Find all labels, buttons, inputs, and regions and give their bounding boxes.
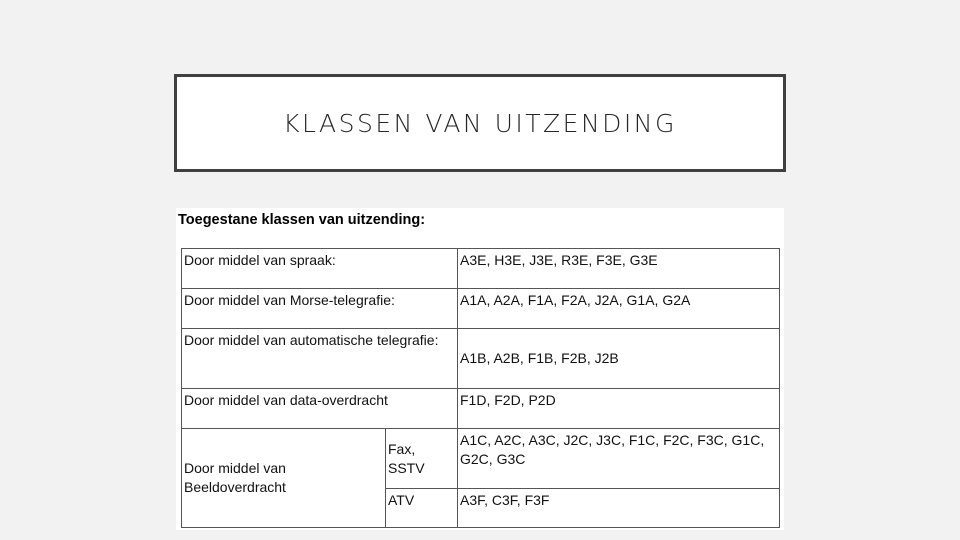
row-value: A1C, A2C, A3C, J2C, J3C, F1C, F2C, F3C, G1C, G2C, G3C — [458, 429, 780, 489]
row-value: F1D, F2D, P2D — [458, 389, 780, 429]
row-value: A1A, A2A, F1A, F2A, J2A, G1A, G2A — [458, 289, 780, 329]
emission-classes-table — [181, 248, 780, 528]
slide-title: KLASSEN VAN UITZENDING — [283, 108, 677, 138]
row-label: Door middel van Beeldoverdracht — [182, 429, 386, 528]
subrow-label: ATV — [386, 489, 458, 528]
row-value: A3E, H3E, J3E, R3E, F3E, G3E — [458, 249, 780, 289]
table-row — [182, 329, 780, 389]
table-row — [182, 389, 780, 429]
table-row — [182, 429, 780, 489]
row-label: Door middel van Morse-telegrafie: — [182, 289, 458, 329]
document-heading: Toegestane klassen van uitzending: — [178, 212, 426, 228]
row-label: Door middel van spraak: — [182, 249, 458, 289]
slide-title-box — [174, 74, 786, 172]
table-row — [182, 249, 780, 289]
table-row — [182, 289, 780, 329]
document-image — [176, 208, 784, 530]
subrow-label: Fax, SSTV — [386, 429, 458, 489]
row-value: A1B, A2B, F1B, F2B, J2B — [458, 329, 780, 389]
row-label: Door middel van automatische telegrafie: — [182, 329, 458, 389]
row-value: A3F, C3F, F3F — [458, 489, 780, 528]
row-label: Door middel van data-overdracht — [182, 389, 458, 429]
